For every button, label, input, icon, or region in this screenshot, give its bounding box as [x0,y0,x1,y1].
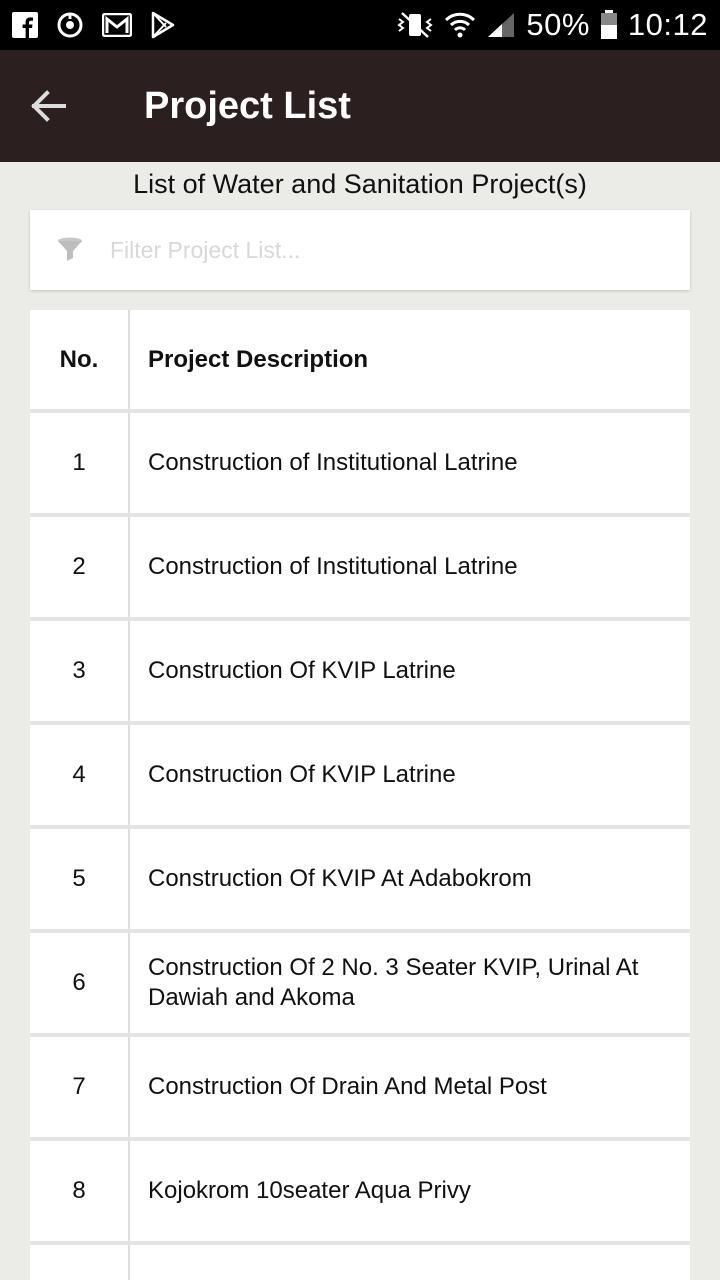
wifi-icon [444,11,476,39]
page-title: Project List [144,84,351,127]
signal-icon [486,11,516,39]
vibrate-mute-icon [396,11,434,39]
facebook-icon [12,12,38,38]
project-table [30,310,690,1280]
table-header [30,310,690,413]
table-row[interactable] [30,1037,690,1141]
app-bar [0,50,720,162]
status-bar [0,0,720,50]
row-description: Construction Of Drain And Metal Post [148,1073,547,1100]
row-number: 3 [30,621,130,721]
row-number [30,1245,130,1280]
row-description: Construction Of KVIP At Adabokrom [148,865,532,892]
table-row[interactable] [30,517,690,621]
battery-icon [600,10,618,40]
sync-icon [56,11,84,39]
row-description: Kojokrom 10seater Aqua Privy [148,1177,471,1204]
filter-icon [30,237,110,263]
row-description: Construction Of KVIP Latrine [148,761,456,788]
battery-percent: 50% [526,7,590,42]
row-number: 2 [30,517,130,617]
table-row[interactable] [30,829,690,933]
play-store-icon [150,11,176,39]
gmail-icon [102,13,132,37]
header-description: Project Description [148,345,369,373]
filter-input[interactable] [110,237,670,264]
table-row[interactable] [30,413,690,517]
table-row[interactable] [30,1141,690,1245]
list-subtitle: List of Water and Sanitation Project(s) [133,168,587,199]
row-number: 4 [30,725,130,825]
row-number: 8 [30,1141,130,1241]
row-description: Construction Of 2 No. 3 Seater KVIP, Urinal At Dawiah and Akoma [148,954,639,1011]
row-number: 7 [30,1037,130,1137]
notification-icons [12,11,176,39]
system-indicators [396,7,708,43]
filter-box[interactable] [30,210,690,290]
row-number: 5 [30,829,130,929]
row-number: 6 [30,933,130,1033]
table-row-partial[interactable] [30,1245,690,1280]
clock: 10:12 [627,7,708,42]
table-row[interactable] [30,621,690,725]
table-row[interactable] [30,725,690,829]
row-description: Construction of Institutional Latrine [148,449,518,476]
table-row[interactable] [30,933,690,1037]
back-button[interactable] [0,50,96,162]
row-description [130,1245,690,1280]
header-no: No. [30,310,130,409]
row-number: 1 [30,413,130,513]
row-description: Construction Of KVIP Latrine [148,657,456,684]
row-description: Construction of Institutional Latrine [148,553,518,580]
arrow-back-icon [30,90,66,122]
